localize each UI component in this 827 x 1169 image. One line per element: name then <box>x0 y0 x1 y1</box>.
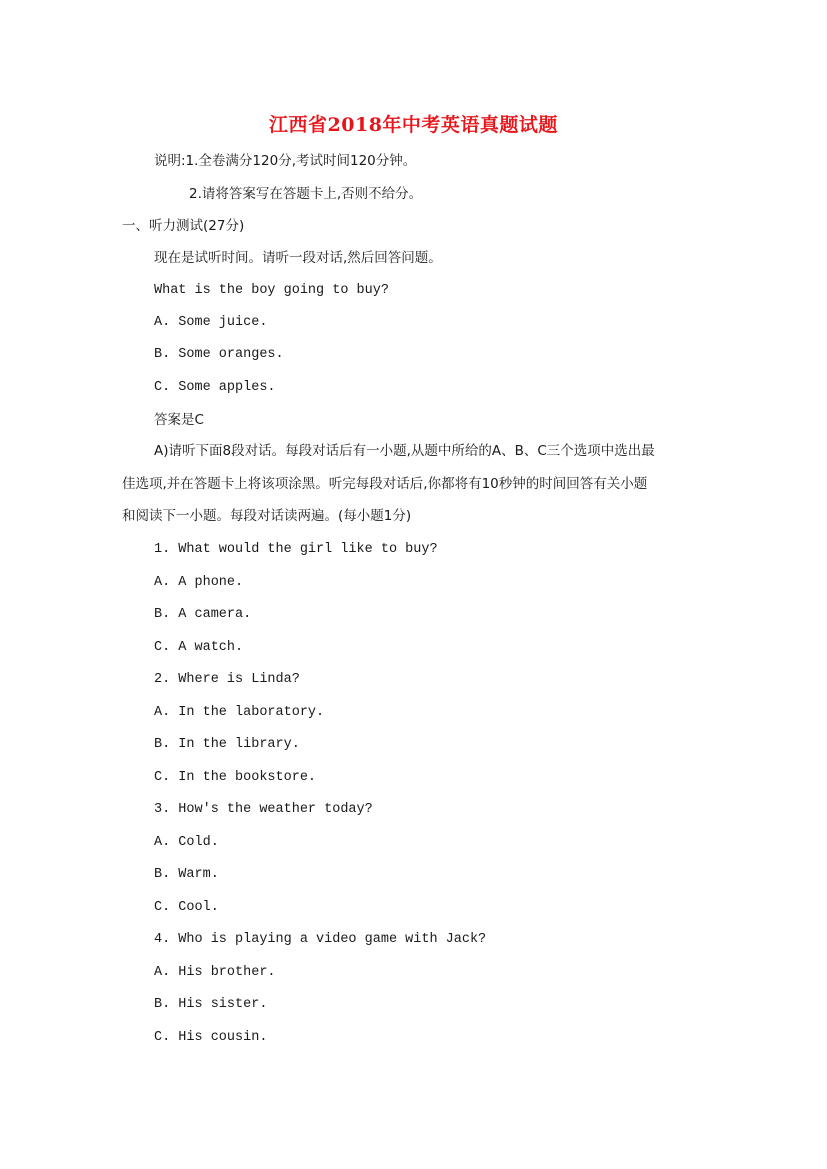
sample-answer: 答案是C <box>154 412 204 428</box>
sample-option-b: B. Some oranges. <box>154 347 284 362</box>
part-a-line-1: A)请听下面8段对话。每段对话后有一小题,从题中所给的A、B、C三个选项中选出最 <box>154 443 655 459</box>
question-4-option-b: B. His sister. <box>154 997 268 1012</box>
question-1-option-b: B. A camera. <box>154 607 252 622</box>
instructions-line-1: 说明:1.全卷满分120分,考试时间120分钟。 <box>154 153 417 169</box>
sample-question: What is the boy going to buy? <box>154 283 389 298</box>
sample-intro: 现在是试听时间。请听一段对话,然后回答问题。 <box>154 250 442 266</box>
question-4-option-c: C. His cousin. <box>154 1030 268 1045</box>
question-3-option-a: A. Cold. <box>154 835 219 850</box>
section-heading: 一、听力测试(27分) <box>122 218 245 234</box>
question-2: 2. Where is Linda? <box>154 672 300 687</box>
question-1-option-a: A. A phone. <box>154 575 244 590</box>
question-1: 1. What would the girl like to buy? <box>154 542 438 557</box>
question-2-option-a: A. In the laboratory. <box>154 705 325 720</box>
question-1-option-c: C. A watch. <box>154 640 244 655</box>
part-a-instructions <box>122 435 655 533</box>
question-4-option-a: A. His brother. <box>154 965 276 980</box>
sample-option-a: A. Some juice. <box>154 315 268 330</box>
question-2-option-b: B. In the library. <box>154 737 300 752</box>
part-a-line-2: 佳选项,并在答题卡上将该项涂黑。听完每段对话后,你都将有10秒钟的时间回答有关小题 <box>122 475 648 492</box>
page-title: 江西省2018年中考英语真题试题 <box>269 114 558 136</box>
question-2-option-c: C. In the bookstore. <box>154 770 317 785</box>
question-3-option-b: B. Warm. <box>154 867 219 882</box>
question-3-option-c: C. Cool. <box>154 900 219 915</box>
question-4: 4. Who is playing a video game with Jack? <box>154 932 487 947</box>
part-a-line-3: 和阅读下一小题。每段对话读两遍。(每小题1分) <box>122 508 412 524</box>
sample-option-c: C. Some apples. <box>154 380 276 395</box>
instructions-line-2: 2.请将答案写在答题卡上,否则不给分。 <box>189 186 423 202</box>
question-3: 3. How's the weather today? <box>154 802 373 817</box>
